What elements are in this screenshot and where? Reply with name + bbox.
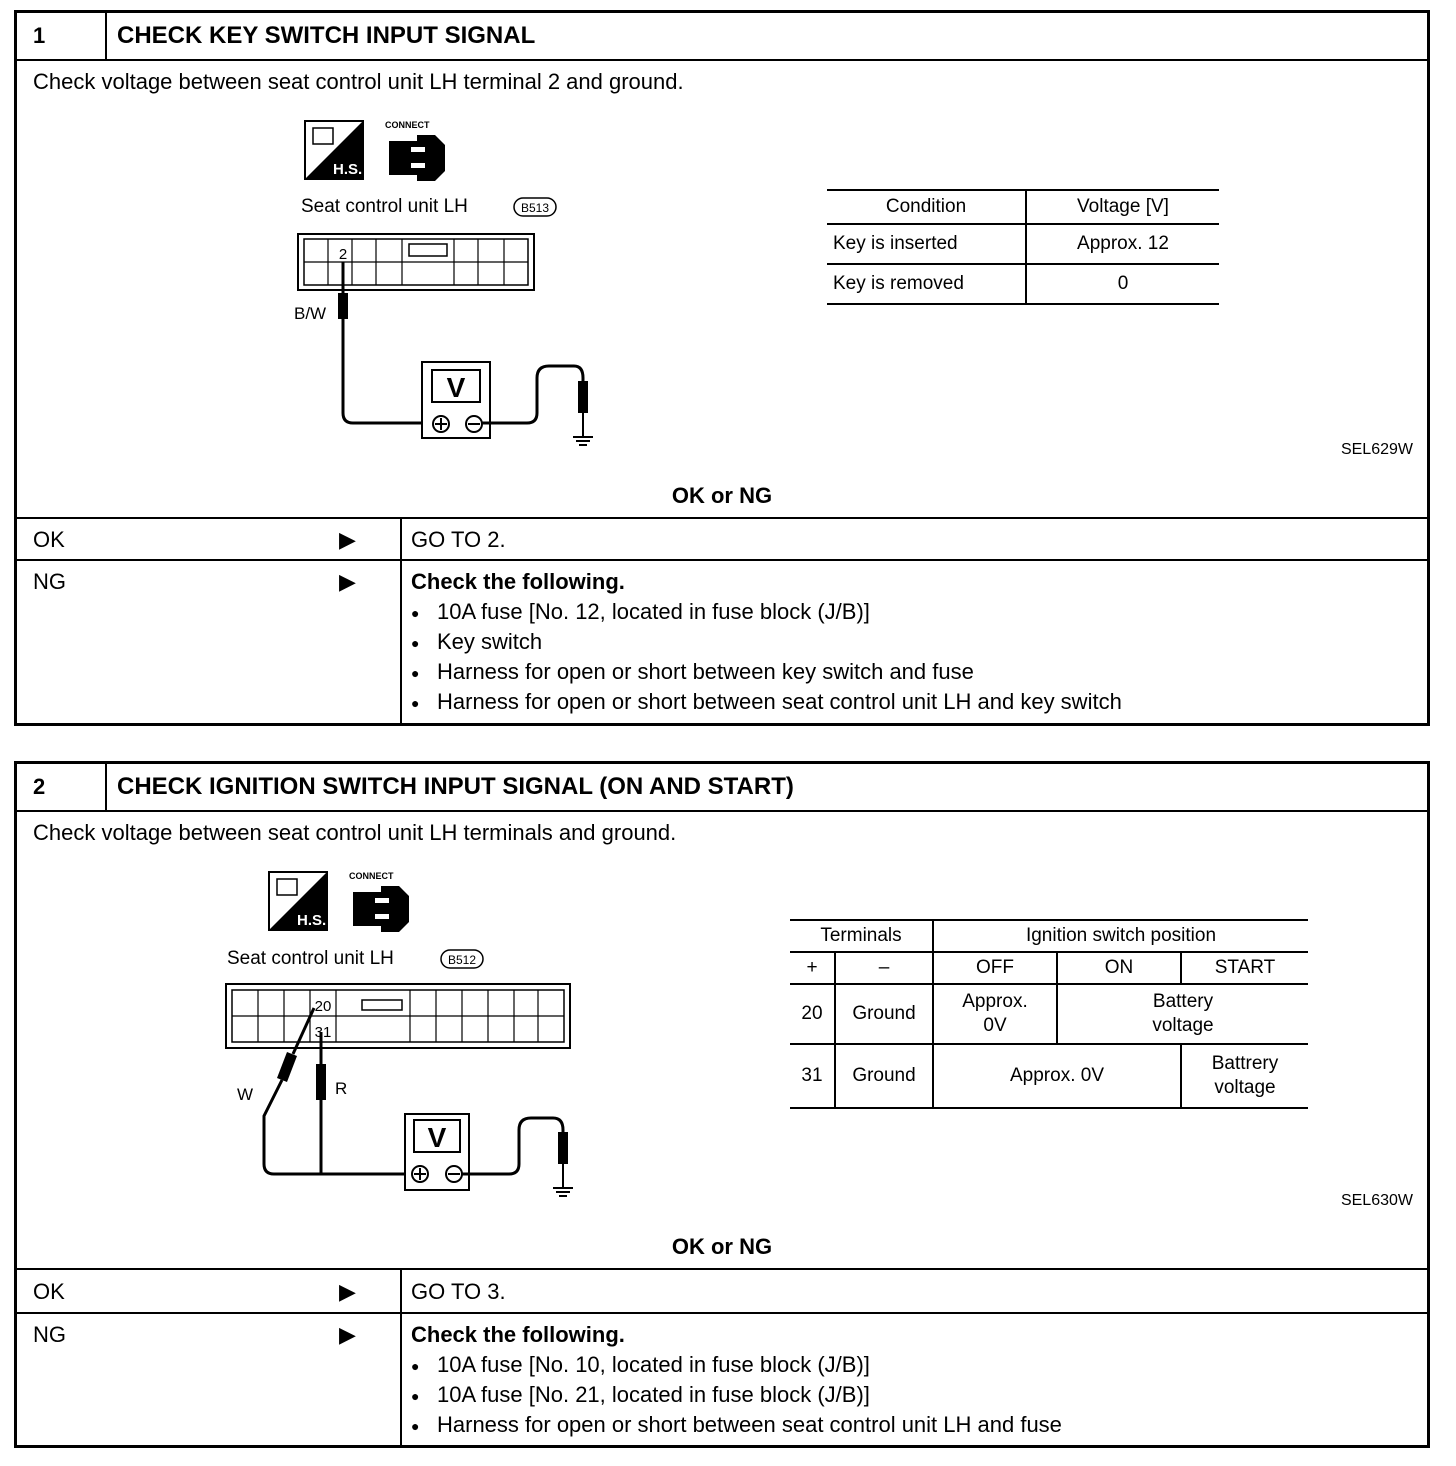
connector-face bbox=[226, 984, 570, 1048]
ignition-spec-table bbox=[790, 919, 1308, 1109]
step-number: 1 bbox=[17, 13, 107, 59]
wire-color-label: W bbox=[237, 1085, 254, 1104]
list-item: ● Harness for open or short between seat control unit LH and fuse bbox=[411, 1410, 1062, 1440]
figure-code: SEL630W bbox=[1340, 1192, 1413, 1209]
list-item: ● 10A fuse [No. 12, located in fuse block (J/B)] bbox=[411, 597, 1122, 627]
ok-row bbox=[17, 1268, 1427, 1314]
ok-or-ng-label: OK or NG bbox=[671, 1234, 773, 1259]
connector-badge bbox=[441, 950, 483, 968]
svg-text:B513: B513 bbox=[520, 201, 550, 215]
figure-code: SEL629W bbox=[1340, 441, 1413, 458]
table-cell: 20 bbox=[790, 984, 835, 1044]
ng-row bbox=[17, 1312, 1427, 1447]
arrow-right-icon: ▶ bbox=[339, 1322, 356, 1347]
ground-lead bbox=[462, 1118, 573, 1196]
ng-label: NG bbox=[33, 1322, 66, 1347]
table-cell: Ground bbox=[835, 1044, 933, 1108]
step-1-section bbox=[14, 10, 1430, 726]
arrow-right-icon: ▶ bbox=[339, 527, 356, 552]
ground-lead bbox=[482, 366, 593, 445]
wire-color-label: B/W bbox=[294, 304, 327, 323]
list-item: ● 10A fuse [No. 10, located in fuse block (J/B)] bbox=[411, 1350, 1062, 1380]
unit-label: Seat control unit LH bbox=[301, 196, 468, 217]
step-instruction: Check voltage between seat control unit LH terminals and ground. bbox=[33, 820, 677, 845]
ng-heading: Check the following. bbox=[411, 569, 625, 594]
terminal-label: 31 bbox=[314, 1024, 332, 1041]
table-cell: 0 bbox=[1117, 273, 1129, 294]
ok-label: OK bbox=[33, 527, 65, 552]
table-cell: Key is inserted bbox=[827, 224, 1026, 264]
svg-text:B512: B512 bbox=[447, 953, 477, 967]
arrow-right-icon: ▶ bbox=[339, 1279, 356, 1304]
table-header: ON bbox=[1057, 952, 1181, 984]
ng-label: NG bbox=[33, 569, 66, 594]
step-number: 2 bbox=[17, 764, 107, 810]
table-cell: 31 bbox=[790, 1044, 835, 1108]
table-header: – bbox=[835, 952, 933, 984]
table-cell: Approx. 0V bbox=[933, 1044, 1181, 1108]
connector-connect-icon bbox=[349, 871, 409, 932]
terminal-label: 2 bbox=[338, 246, 348, 263]
step-instruction: Check voltage between seat control unit LH terminal 2 and ground. bbox=[33, 69, 684, 94]
table-cell: Battrery voltage bbox=[1211, 1053, 1279, 1098]
step-title: CHECK IGNITION SWITCH INPUT SIGNAL (ON AND START) bbox=[117, 773, 794, 800]
connector-face bbox=[298, 234, 534, 290]
ng-result bbox=[411, 1320, 1062, 1440]
wire-color-label: R bbox=[335, 1079, 348, 1098]
ng-row bbox=[17, 559, 1427, 725]
step-title: CHECK KEY SWITCH INPUT SIGNAL bbox=[117, 22, 536, 49]
table-cell: Approx. 0V bbox=[933, 984, 1057, 1044]
list-item: ● Key switch bbox=[411, 627, 1122, 657]
harness-side-icon bbox=[305, 121, 363, 179]
table-header: START bbox=[1214, 957, 1276, 978]
ok-result: GO TO 2. bbox=[411, 527, 506, 552]
table-header: OFF bbox=[933, 952, 1057, 984]
terminal-label: 20 bbox=[314, 998, 332, 1015]
voltmeter-icon bbox=[405, 1114, 469, 1190]
svg-text:V: V bbox=[446, 372, 466, 403]
table-header: Voltage [V] bbox=[1077, 196, 1169, 217]
step-2-section bbox=[14, 761, 1430, 1448]
ng-result bbox=[411, 567, 1122, 717]
table-cell: Battery voltage bbox=[1152, 991, 1214, 1036]
svg-text:CONNECT: CONNECT bbox=[385, 120, 430, 130]
voltage-spec-table bbox=[827, 189, 1219, 305]
unit-label: Seat control unit LH bbox=[227, 948, 394, 969]
table-cell: Approx. 12 bbox=[1077, 233, 1169, 254]
svg-text:CONNECT: CONNECT bbox=[349, 871, 394, 881]
ok-row bbox=[17, 517, 1427, 561]
svg-text:H.S.: H.S. bbox=[333, 161, 363, 178]
list-item: ● Harness for open or short between key switch and fuse bbox=[411, 657, 1122, 687]
voltmeter-icon bbox=[422, 362, 490, 438]
svg-text:V: V bbox=[427, 1122, 447, 1153]
table-header: + bbox=[790, 952, 835, 984]
table-cell: Key is removed bbox=[827, 264, 1026, 304]
table-header: Ignition switch position bbox=[1025, 925, 1217, 946]
arrow-right-icon: ▶ bbox=[339, 569, 356, 594]
table-header: Terminals bbox=[790, 920, 933, 952]
connector-connect-icon bbox=[385, 120, 445, 181]
svg-text:H.S.: H.S. bbox=[297, 912, 327, 929]
ok-label: OK bbox=[33, 1279, 65, 1304]
list-item: ● 10A fuse [No. 21, located in fuse block (J/B)] bbox=[411, 1380, 1062, 1410]
ok-or-ng-label: OK or NG bbox=[671, 483, 773, 508]
ok-result: GO TO 3. bbox=[411, 1279, 506, 1304]
connector-badge bbox=[514, 198, 556, 216]
list-item: ● Harness for open or short between seat control unit LH and key switch bbox=[411, 687, 1122, 717]
table-cell: Ground bbox=[835, 984, 933, 1044]
table-header: Condition bbox=[827, 190, 1026, 224]
ng-heading: Check the following. bbox=[411, 1322, 625, 1347]
harness-side-icon bbox=[269, 872, 327, 930]
